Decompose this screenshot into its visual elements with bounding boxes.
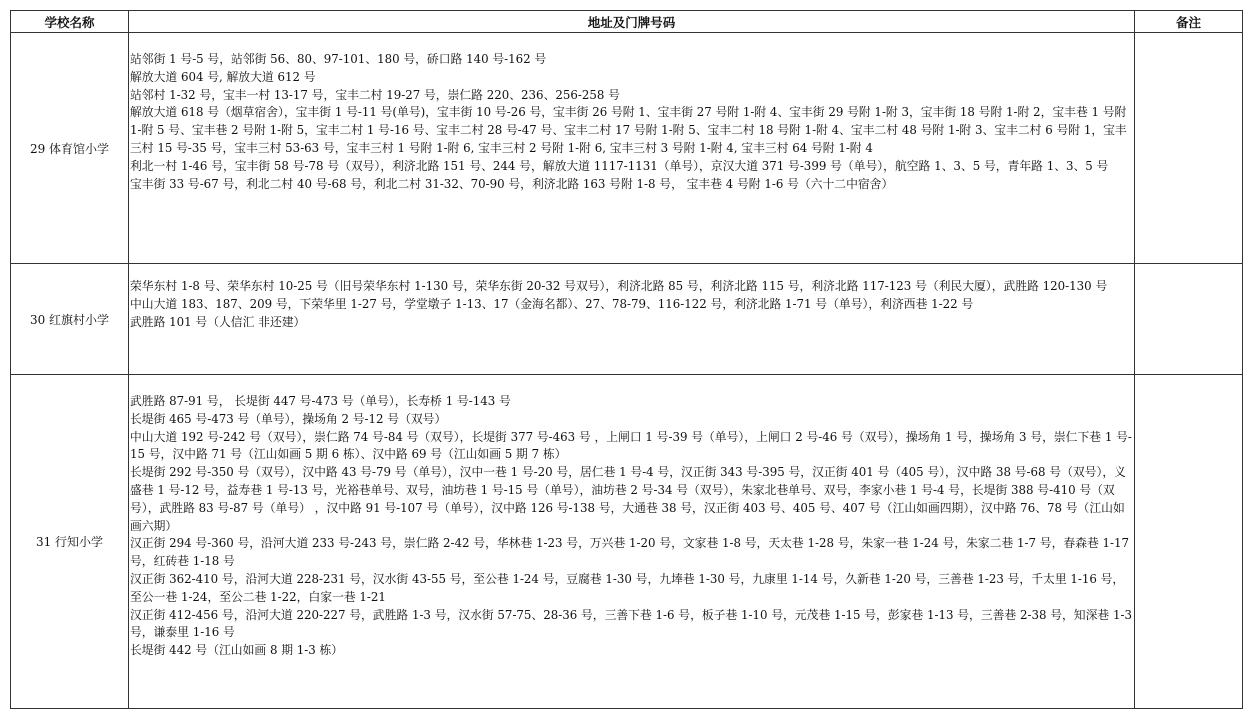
table-row	[11, 264, 1243, 375]
address-line: 站邻街 1 号-5 号，站邻街 56、80、97-101、180 号，硚口路 140 号-162 号	[130, 52, 547, 66]
table-row	[11, 375, 1243, 709]
school-name-cell: 29 体育馆小学	[11, 33, 129, 264]
address-line: 利北一村 1-46 号，宝丰街 58 号-78 号（双号），利济北路 151 号、244 号，解放大道 1117-1131（单号），京汉大道 371 号-399 号（单号），航空路 1、3、5 号，青年路 1、3、5 号	[130, 158, 1109, 173]
address-line: 汉正街 362-410 号，沿河大道 228-231 号，汉水街 43-55 号，至公巷 1-24 号，豆腐巷 1-30 号，九埲巷 1-30 号，九康里 1-14 号，久新巷 1-20 号，三善巷 1-23 号，千太里 1-16 号，至公一巷 1-24，至公二巷 1-22，白家一巷 1-21	[130, 571, 1125, 604]
address-line: 汉正街 294 号-360 号，沿河大道 233 号-243 号，崇仁路 2-42 号，华林巷 1-23 号，万兴巷 1-20 号，文家巷 1-8 号，天太巷 1-28 号，朱家一巷 1-24 号，朱家二巷 1-7 号，春森巷 1-17 号，红砖巷 1-18 号	[130, 536, 1130, 569]
remark-cell	[1135, 375, 1243, 709]
header-address: 地址及门牌号码	[129, 11, 1135, 33]
address-line: 长堤街 442 号（江山如画 8 期 1-3 栋）	[130, 643, 344, 658]
address-line: 武胜路 87-91 号， 长堤街 447 号-473 号（单号），长寿桥 1 号-143 号	[130, 394, 511, 408]
address-cell	[129, 375, 1135, 709]
school-district-table	[10, 10, 1243, 709]
address-line: 荣华东村 1-8 号、荣华东村 10-25 号（旧号荣华东村 1-130 号，荣华东街 20-32 号双号），利济北路 85 号，利济北路 115 号，利济北路 117-123 号（利民大厦），武胜路 120-130 号	[130, 279, 1108, 293]
address-line: 长堤街 292 号-350 号（双号），汉中路 43 号-79 号（单号），汉中一巷 1 号-20 号，居仁巷 1 号-4 号，汉正街 343 号-395 号，汉正街 401 号（405 号），汉中路 38 号-68 号（双号），义盛巷 1 号-12 号，益寿巷 1 号-13 号，光裕巷单号、双号，油坊巷 1 号-15 号（单号），油坊巷 2 号-34 号（双号），朱家北巷单号、双号，李家小巷 1 号-4 号，长堤街 388 号-410 号（双号），武胜路 83 号-87 号（单号） ，汉中路 91 号-107 号（单号），汉中路 126 号-138 号，大通巷 38 号，汉正街 403 号、405 号、407 号（江山如画四期），汉中路 76、78 号（江山如画六期）	[130, 465, 1126, 533]
address-cell	[129, 264, 1135, 375]
table-row	[11, 33, 1243, 264]
address-line: 解放大道 618 号（烟草宿舍），宝丰街 1 号-11 号(单号)，宝丰街 10 号-26 号，宝丰街 26 号附 1、宝丰街 27 号附 1-附 4、宝丰街 29 号附 1-附 3，宝丰街 18 号附 1-附 2，宝丰巷 1 号附 1-附 5 号、宝丰巷 2 号附 1-附 5，宝丰二村 1 号-16 号、宝丰二村 28 号-47 号、宝丰二村 17 号附 1-附 5、宝丰二村 18 号附 1-附 4、宝丰二村 48 号附 1-附 3、宝丰二村 6 号附 1，宝丰三村 15 号-35 号，宝丰三村 53-63 号，宝丰三村 1 号附 1-附 6, 宝丰三村 2 号附 1-附 6, 宝丰三村 3 号附 1-附 4, 宝丰三村 64 号附 1-附 4	[130, 105, 1127, 155]
address-line: 站邻村 1-32 号，宝丰一村 13-17 号，宝丰二村 19-27 号，崇仁路 220、236、256-258 号	[130, 87, 620, 102]
header-school-name: 学校名称	[11, 11, 129, 33]
address-line: 长堤街 465 号-473 号（单号），操场角 2 号-12 号（双号）	[130, 411, 447, 426]
remark-cell	[1135, 264, 1243, 375]
address-line: 汉正街 412-456 号，沿河大道 220-227 号，武胜路 1-3 号，汉水街 57-75、28-36 号，三善下巷 1-6 号，板子巷 1-10 号，元茂巷 1-15 号，彭家巷 1-13 号，三善巷 2-38 号，知深巷 1-3 号，谦泰里 1-16 号	[130, 607, 1132, 640]
remark-cell	[1135, 33, 1243, 264]
address-cell	[129, 33, 1135, 264]
school-name-cell: 30 红旗村小学	[11, 264, 129, 375]
address-line: 解放大道 604 号, 解放大道 612 号	[130, 69, 316, 84]
address-line: 宝丰街 33 号-67 号，利北二村 40 号-68 号，利北二村 31-32、70-90 号，利济北路 163 号附 1-8 号， 宝丰巷 4 号附 1-6 号（六十二中宿舍）	[130, 176, 894, 191]
address-line: 中山大道 183、187、209 号，下荣华里 1-27 号，学堂墩子 1-13、17（金海名都）、27、78-79、116-122 号，利济北路 1-71 号（单号），利济西巷 1-22 号	[130, 296, 974, 311]
header-remark: 备注	[1135, 11, 1243, 33]
school-name-cell: 31 行知小学	[11, 375, 129, 709]
address-line: 武胜路 101 号（人信汇 非还建）	[130, 314, 306, 329]
table-header-row	[11, 11, 1243, 33]
address-line: 中山大道 192 号-242 号（双号），崇仁路 74 号-84 号（双号），长堤街 377 号-463 号 ，上闸口 1 号-39 号（单号），上闸口 2 号-46 号（双号），操场角 1 号，操场角 3 号，崇仁下巷 1 号-15 号，汉中路 71 号（江山如画 5 期 6 栋）、汉中路 69 号（江山如画 5 期 7 栋）	[130, 429, 1132, 462]
